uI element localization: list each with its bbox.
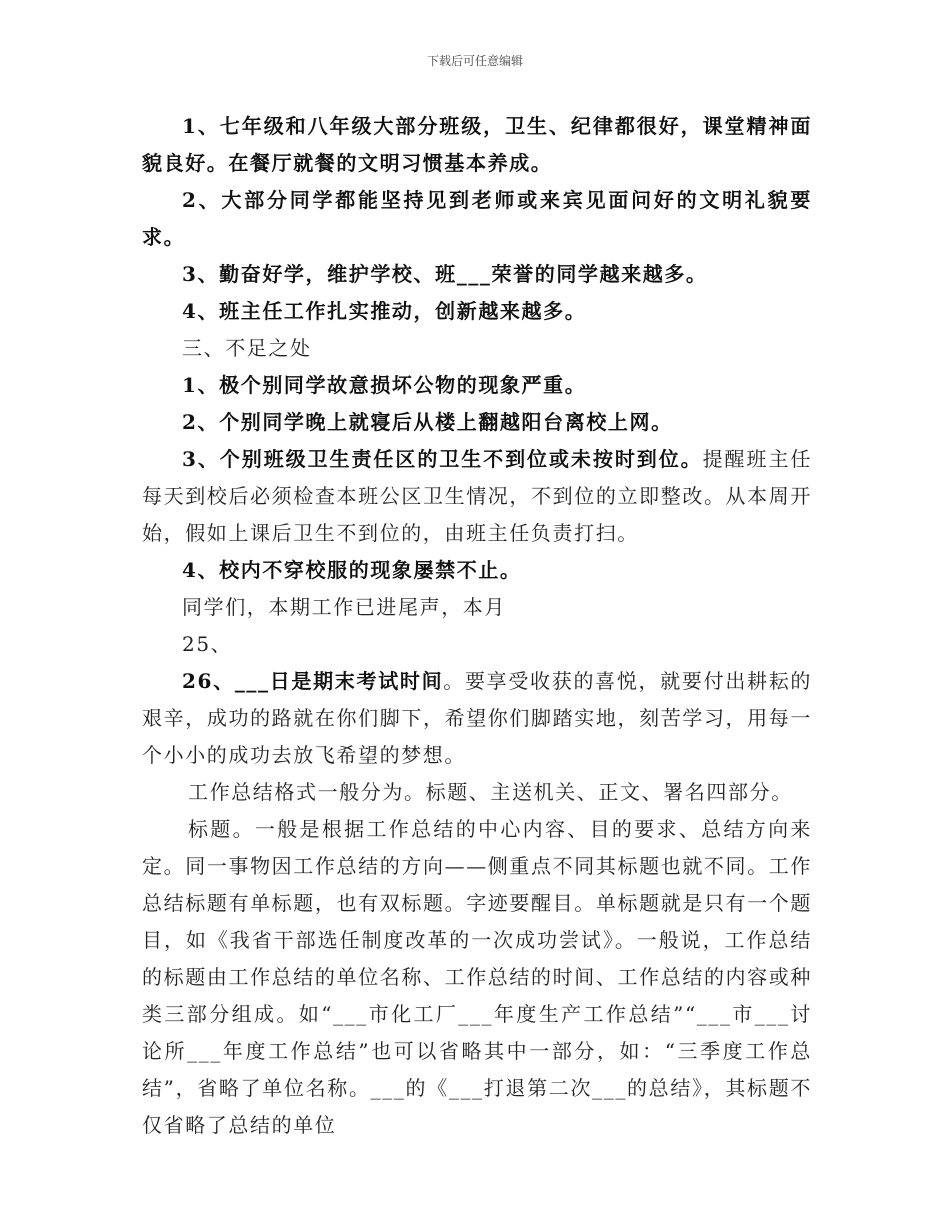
paragraph-6-bold: 1、极个别同学故意损坏公物的现象严重。 bbox=[182, 373, 587, 397]
document-body bbox=[142, 108, 812, 1144]
paragraph-10-text: 同学们，本期工作已进尾声，本月 bbox=[182, 595, 506, 619]
paragraph-13-text: 工作总结格式一般分为。标题、主送机关、正文、署名四部分。 bbox=[188, 780, 793, 804]
paragraph-7-bold: 2、个别同学晚上就寝后从楼上翻越阳台离校上网。 bbox=[182, 410, 673, 434]
paragraph-9-bold: 4、校内不穿校服的现象屡禁不止。 bbox=[182, 558, 522, 582]
paragraph-7 bbox=[142, 404, 812, 441]
paragraph-6 bbox=[142, 367, 812, 404]
page-header: 下载后可任意编辑 bbox=[426, 54, 523, 68]
paragraph-11 bbox=[142, 626, 812, 663]
paragraph-3 bbox=[142, 256, 812, 293]
paragraph-1-bold: 1、七年级和八年级大部分班级，卫生、纪律都很好，课堂精神面貌良好。在餐厅就餐的文明习惯基本养成。 bbox=[142, 114, 812, 175]
paragraph-12-bold: 26、___日是期末考试时间 bbox=[182, 669, 444, 693]
paragraph-9 bbox=[142, 552, 812, 589]
paragraph-5-text: 三、不足之处 bbox=[182, 336, 312, 360]
paragraph-12-text: 。要享受收获的喜悦，就要付出耕耘的艰辛，成功的路就在你们脚下，希望你们脚踏实地，刻苦学习，用每一个小小的成功去放飞希望的梦想。 bbox=[142, 669, 812, 767]
paragraph-2 bbox=[142, 182, 812, 256]
paragraph-12 bbox=[142, 663, 812, 774]
paragraph-4-bold: 4、班主任工作扎实推动，创新越来越多。 bbox=[182, 299, 587, 323]
paragraph-2-bold: 2、大部分同学都能坚持见到老师或来宾见面问好的文明礼貌要求。 bbox=[142, 188, 812, 249]
paragraph-8-bold: 3、个别班级卫生责任区的卫生不到位或未按时到位。 bbox=[182, 447, 703, 471]
paragraph-8-text: 提醒班主任每天到校后必须检查本班公区卫生情况，不到位的立即整改。从本周开始，假如上课后卫生不到位的，由班主任负责打扫。 bbox=[142, 447, 812, 545]
paragraph-8 bbox=[142, 441, 812, 552]
paragraph-10 bbox=[142, 589, 812, 626]
paragraph-3-bold: 3、勤奋好学，维护学校、班___荣誉的同学越来越多。 bbox=[182, 262, 708, 286]
paragraph-14 bbox=[142, 811, 812, 1144]
paragraph-4 bbox=[142, 293, 812, 330]
section-heading-shortcomings bbox=[142, 330, 812, 367]
paragraph-1 bbox=[142, 108, 812, 182]
paragraph-11-text: 25、 bbox=[182, 632, 233, 656]
paragraph-14-text: 标题。一般是根据工作总结的中心内容、目的要求、总结方向来定。同一事物因工作总结的方向——侧重点不同其标题也就不同。工作总结标题有单标题，也有双标题。字迹要醒目。单标题就是只有一个题目，如《我省干部选任制度改革的一次成功尝试》。一般说，工作总结的标题由工作总结的单位名称、工作总结的时间、工作总结的内容或种类三部分组成。如“___市化工厂___年度生产工作总结”“___市___讨论所___年度工作总结”也可以省略其中一部分，如：“三季度工作总结”，省略了单位名称。___的《___打退第二次___的总结》，其标题不仅省略了总结的单位 bbox=[142, 817, 812, 1137]
paragraph-13 bbox=[142, 774, 812, 811]
